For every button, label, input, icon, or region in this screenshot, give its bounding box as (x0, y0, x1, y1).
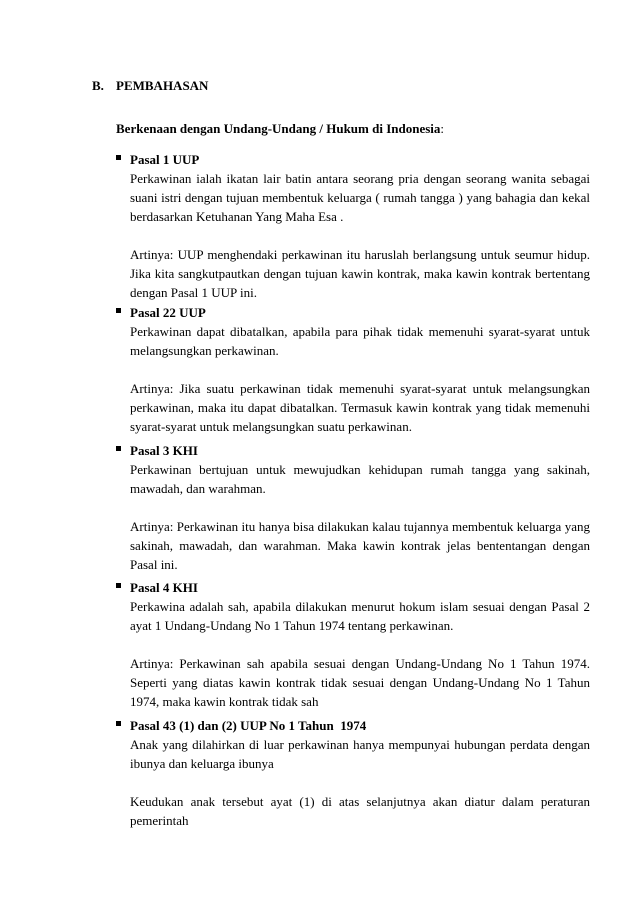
article-explanation: Artinya: Perkawinan itu hanya bisa dilakukan kalau tujannya membentuk keluarga yang sakinah, mawadah, dan warahman. Maka kawin kontrak jelas bententangan dengan Pasal ini. (130, 519, 590, 572)
article-item-pasal-3-khi (116, 441, 590, 574)
bullet-square-icon (116, 583, 121, 588)
article-item-pasal-4-khi (116, 578, 590, 711)
article-title: Pasal 22 UUP (130, 305, 206, 320)
article-item-pasal-22-uup (116, 303, 590, 436)
bullet-square-icon (116, 721, 121, 726)
article-paragraph: Perkawinan bertujuan untuk mewujudkan kehidupan rumah tangga yang sakinah, mawadah, dan warahman. (130, 462, 590, 496)
intro-text: Berkenaan dengan Undang-Undang / Hukum di Indonesia (116, 121, 441, 136)
article-paragraph: Anak yang dilahirkan di luar perkawinan hanya mempunyai hubungan perdata dengan ibunya dan keluarga ibunya (130, 737, 590, 771)
article-paragraph: Perkawina adalah sah, apabila dilakukan menurut hokum islam sesuai dengan Pasal 2 ayat 1 Undang-Undang No 1 Tahun 1974 tentang perkawinan. (130, 599, 590, 633)
article-paragraph: Perkawinan dapat dibatalkan, apabila para pihak tidak memenuhi syarat-syarat untuk melangsungkan perkawinan. (130, 324, 590, 358)
section-number: B. (92, 78, 104, 93)
article-explanation: Keudukan anak tersebut ayat (1) di atas selanjutnya akan diatur dalam peraturan pemerintah (130, 794, 590, 828)
article-title: Pasal 1 UUP (130, 152, 200, 167)
bullet-square-icon (116, 155, 121, 160)
section-title: PEMBAHASAN (116, 78, 209, 93)
article-item-pasal-1-uup (116, 150, 590, 302)
article-paragraph: Perkawinan ialah ikatan lair batin antara seorang pria dengan seorang wanita sebagai suani istri dengan tujuan membentuk keluarga ( rumah tangga ) yang bahagia dan kekal berdasarkan Ketuhanan Yang Maha Esa . (130, 171, 590, 224)
bullet-square-icon (116, 446, 121, 451)
article-title: Pasal 3 KHI (130, 443, 198, 458)
article-title: Pasal 4 KHI (130, 580, 198, 595)
article-item-pasal-43-uup (116, 716, 590, 830)
intro-suffix: : (440, 121, 445, 136)
intro-line (116, 121, 444, 137)
article-explanation: Artinya: Jika suatu perkawinan tidak memenuhi syarat-syarat untuk melangsungkan perkawinan, maka itu dapat dibatalkan. Termasuk kawin kontrak yang tidak memenuhi syarat-syarat untuk melangsungkan suatu perkawinan. (130, 381, 590, 434)
bullet-square-icon (116, 308, 121, 313)
article-explanation: Artinya: UUP menghendaki perkawinan itu haruslah berlangsung untuk seumur hidup. Jika kita sangkutpautkan dengan tujuan kawin kontrak, maka kawin kontrak bertentang dengan Pasal 1 UUP ini. (130, 247, 590, 300)
article-title: Pasal 43 (1) dan (2) UUP No 1 Tahun 1974 (130, 718, 367, 733)
article-explanation: Artinya: Perkawinan sah apabila sesuai dengan Undang-Undang No 1 Tahun 1974. Seperti yang diatas kawin kontrak tidak sesuai dengan Undang-Undang No 1 Tahun 1974, maka kawin kontrak tidak sah (130, 656, 590, 709)
section-heading (92, 78, 208, 94)
